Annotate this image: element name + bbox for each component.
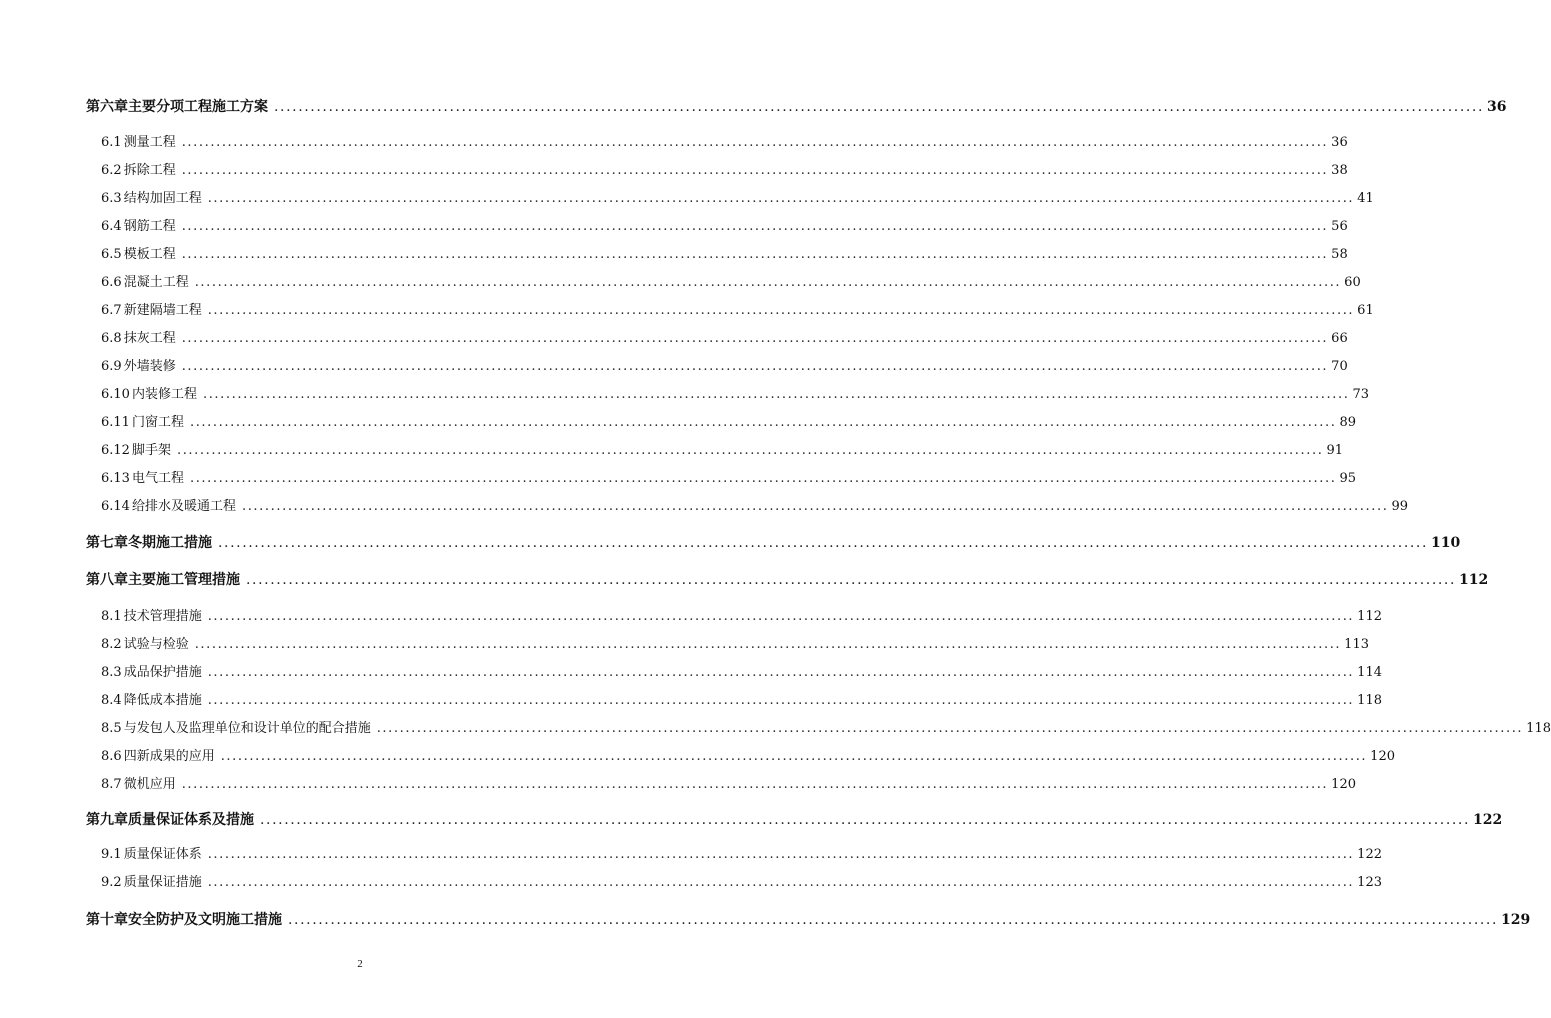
toc-dot-leader: ........................................................................................................................................................................................................ [181, 135, 1329, 150]
toc-entry-title: 给排水及暖通工程 [131, 499, 236, 514]
toc-dot-leader: ........................................................................................................................................................................................................ [218, 535, 1429, 551]
toc-entry-number: 6.14 [101, 499, 130, 514]
toc-dot-leader: ........................................................................................................................................................................................................ [176, 443, 1324, 458]
toc-entry-number: 6.11 [101, 415, 130, 430]
toc-dot-leader: ........................................................................................................................................................................................................ [207, 693, 1355, 708]
toc-entry-title: 主要分项工程施工方案 [128, 99, 268, 115]
toc-chapter-entry[interactable] [0, 96, 1507, 116]
toc-dot-leader: ........................................................................................................................................................................................................ [189, 415, 1337, 430]
toc-dot-leader: ........................................................................................................................................................................................................ [207, 875, 1355, 890]
toc-entry-number: 6.8 [101, 331, 122, 346]
toc-entry-page-number: 73 [1352, 387, 1369, 402]
toc-entry-page-number: 120 [1331, 777, 1356, 792]
toc-section-entry[interactable] [0, 327, 1348, 346]
toc-entry-title: 质量保证措施 [123, 875, 202, 890]
toc-section-entry[interactable] [0, 411, 1356, 430]
toc-dot-leader: ........................................................................................................................................................................................................ [207, 609, 1355, 624]
toc-entry-page-number: 110 [1431, 535, 1461, 551]
toc-entry-page-number: 129 [1501, 912, 1531, 928]
toc-dot-leader: ........................................................................................................................................................................................................ [220, 749, 1368, 764]
toc-entry-page-number: 123 [1357, 875, 1382, 890]
toc-entry-title: 成品保护措施 [123, 665, 202, 680]
toc-entry-number: 第九章 [86, 812, 128, 828]
toc-entry-title: 混凝土工程 [123, 275, 189, 290]
toc-dot-leader: ........................................................................................................................................................................................................ [207, 665, 1355, 680]
toc-dot-leader: ........................................................................................................................................................................................................ [241, 499, 1389, 514]
toc-entry-page-number: 91 [1326, 443, 1343, 458]
toc-entry-page-number: 122 [1357, 847, 1382, 862]
toc-dot-leader: ........................................................................................................................................................................................................ [189, 471, 1337, 486]
toc-dot-leader: ........................................................................................................................................................................................................ [194, 637, 1342, 652]
toc-entry-number: 第六章 [86, 99, 128, 115]
toc-entry-number: 6.12 [101, 443, 130, 458]
toc-entry-page-number: 112 [1459, 572, 1489, 588]
toc-entry-title: 结构加固工程 [123, 191, 202, 206]
toc-entry-page-number: 99 [1391, 499, 1408, 514]
toc-dot-leader: ........................................................................................................................................................................................................ [246, 572, 1457, 588]
toc-entry-title: 抹灰工程 [123, 331, 176, 346]
toc-dot-leader: ........................................................................................................................................................................................................ [202, 387, 1350, 402]
toc-entry-number: 6.1 [101, 135, 122, 150]
toc-entry-number: 6.2 [101, 163, 122, 178]
toc-dot-leader: ........................................................................................................................................................................................................ [181, 247, 1329, 262]
toc-section-entry[interactable] [0, 605, 1382, 624]
toc-entry-title: 外墙装修 [123, 359, 176, 374]
toc-chapter-entry[interactable] [0, 532, 1461, 552]
toc-entry-page-number: 41 [1357, 191, 1374, 206]
toc-section-entry[interactable] [0, 243, 1348, 262]
toc-section-entry[interactable] [0, 717, 1551, 736]
toc-entry-title: 门窗工程 [131, 415, 184, 430]
toc-section-entry[interactable] [0, 467, 1356, 486]
toc-entry-page-number: 36 [1487, 99, 1507, 115]
toc-entry-page-number: 36 [1331, 135, 1348, 150]
toc-entry-title: 电气工程 [131, 471, 184, 486]
page-number: 2 [357, 958, 363, 970]
toc-section-entry[interactable] [0, 689, 1382, 708]
toc-entry-number: 6.6 [101, 275, 122, 290]
toc-entry-page-number: 70 [1331, 359, 1348, 374]
toc-section-entry[interactable] [0, 633, 1369, 652]
toc-entry-number: 6.7 [101, 303, 122, 318]
toc-dot-leader: ........................................................................................................................................................................................................ [181, 777, 1329, 792]
toc-section-entry[interactable] [0, 745, 1395, 764]
toc-section-entry[interactable] [0, 271, 1361, 290]
toc-entry-page-number: 122 [1473, 812, 1503, 828]
toc-dot-leader: ........................................................................................................................................................................................................ [181, 359, 1329, 374]
toc-entry-page-number: 60 [1344, 275, 1361, 290]
toc-section-entry[interactable] [0, 439, 1343, 458]
toc-entry-page-number: 118 [1357, 693, 1382, 708]
toc-entry-page-number: 113 [1344, 637, 1369, 652]
toc-entry-title: 降低成本措施 [123, 693, 202, 708]
toc-entry-title: 钢筋工程 [123, 219, 176, 234]
toc-entry-title: 四新成果的应用 [123, 749, 215, 764]
toc-chapter-entry[interactable] [0, 809, 1503, 829]
toc-entry-number: 8.6 [101, 749, 122, 764]
toc-entry-page-number: 66 [1331, 331, 1348, 346]
toc-entry-title: 试验与检验 [123, 637, 189, 652]
toc-entry-page-number: 112 [1357, 609, 1382, 624]
toc-entry-number: 第八章 [86, 572, 128, 588]
toc-chapter-entry[interactable] [0, 569, 1489, 589]
toc-dot-leader: ........................................................................................................................................................................................................ [181, 163, 1329, 178]
toc-entry-number: 9.2 [101, 875, 122, 890]
toc-section-entry[interactable] [0, 495, 1408, 514]
toc-entry-number: 9.1 [101, 847, 122, 862]
toc-entry-number: 6.9 [101, 359, 122, 374]
toc-entry-page-number: 61 [1357, 303, 1374, 318]
toc-entry-page-number: 38 [1331, 163, 1348, 178]
toc-section-entry[interactable] [0, 299, 1374, 318]
toc-entry-number: 8.1 [101, 609, 122, 624]
toc-dot-leader: ........................................................................................................................................................................................................ [376, 721, 1524, 736]
toc-entry-number: 8.2 [101, 637, 122, 652]
toc-section-entry[interactable] [0, 871, 1382, 890]
toc-entry-title: 安全防护及文明施工措施 [128, 912, 282, 928]
toc-dot-leader: ........................................................................................................................................................................................................ [207, 847, 1355, 862]
toc-entry-page-number: 114 [1357, 665, 1382, 680]
toc-section-entry[interactable] [0, 131, 1348, 150]
toc-entry-number: 第七章 [86, 535, 128, 551]
toc-section-entry[interactable] [0, 355, 1348, 374]
toc-entry-number: 6.10 [101, 387, 130, 402]
toc-section-entry[interactable] [0, 773, 1356, 792]
toc-entry-number: 8.5 [101, 721, 122, 736]
toc-entry-title: 技术管理措施 [123, 609, 202, 624]
toc-entry-number: 8.7 [101, 777, 122, 792]
toc-section-entry[interactable] [0, 187, 1374, 206]
toc-entry-number: 8.3 [101, 665, 122, 680]
toc-entry-page-number: 120 [1370, 749, 1395, 764]
toc-entry-number: 6.13 [101, 471, 130, 486]
toc-entry-number: 第十章 [86, 912, 128, 928]
toc-entry-number: 8.4 [101, 693, 122, 708]
toc-entry-title: 测量工程 [123, 135, 176, 150]
toc-dot-leader: ........................................................................................................................................................................................................ [181, 219, 1329, 234]
toc-dot-leader: ........................................................................................................................................................................................................ [260, 812, 1471, 828]
toc-section-entry[interactable] [0, 159, 1348, 178]
toc-entry-number: 6.3 [101, 191, 122, 206]
toc-entry-title: 与发包人及监理单位和设计单位的配合措施 [123, 721, 371, 736]
toc-dot-leader: ........................................................................................................................................................................................................ [288, 912, 1499, 928]
toc-entry-number: 6.5 [101, 247, 122, 262]
toc-dot-leader: ........................................................................................................................................................................................................ [207, 303, 1355, 318]
toc-entry-title: 主要施工管理措施 [128, 572, 240, 588]
toc-entry-title: 微机应用 [123, 777, 176, 792]
toc-entry-title: 内装修工程 [131, 387, 197, 402]
toc-entry-title: 质量保证体系及措施 [128, 812, 254, 828]
toc-entry-page-number: 95 [1339, 471, 1356, 486]
toc-entry-title: 模板工程 [123, 247, 176, 262]
toc-entry-title: 脚手架 [131, 443, 171, 458]
toc-section-entry[interactable] [0, 383, 1369, 402]
toc-entry-title: 新建隔墙工程 [123, 303, 202, 318]
toc-entry-page-number: 58 [1331, 247, 1348, 262]
toc-dot-leader: ........................................................................................................................................................................................................ [274, 99, 1485, 115]
toc-entry-page-number: 89 [1339, 415, 1356, 430]
toc-entry-title: 质量保证体系 [123, 847, 202, 862]
toc-entry-title: 拆除工程 [123, 163, 176, 178]
toc-section-entry[interactable] [0, 661, 1382, 680]
toc-chapter-entry[interactable] [0, 909, 1531, 929]
toc-entry-page-number: 56 [1331, 219, 1348, 234]
toc-dot-leader: ........................................................................................................................................................................................................ [207, 191, 1355, 206]
toc-section-entry[interactable] [0, 215, 1348, 234]
toc-entry-number: 6.4 [101, 219, 122, 234]
toc-dot-leader: ........................................................................................................................................................................................................ [194, 275, 1342, 290]
toc-entry-page-number: 118 [1526, 721, 1551, 736]
toc-entry-title: 冬期施工措施 [128, 535, 212, 551]
toc-dot-leader: ........................................................................................................................................................................................................ [181, 331, 1329, 346]
toc-section-entry[interactable] [0, 843, 1382, 862]
